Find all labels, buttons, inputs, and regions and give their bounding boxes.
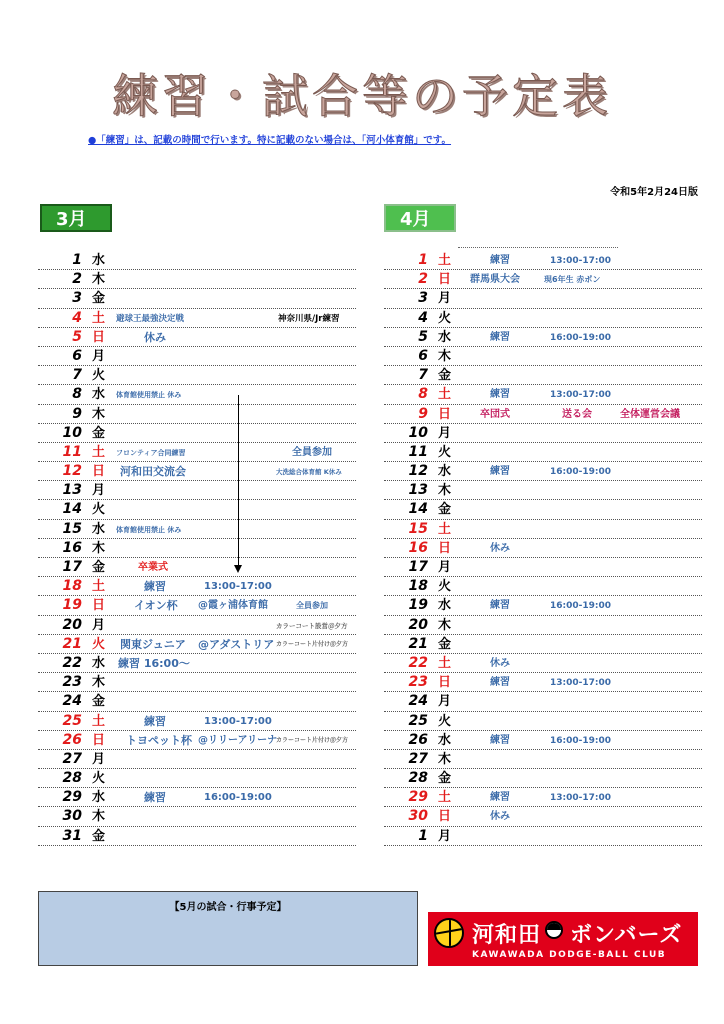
weekday: 金: [92, 828, 106, 844]
period-arrow-line: [238, 395, 239, 567]
event-text: 関東ジュニア: [120, 637, 186, 651]
weekday: 水: [438, 732, 452, 748]
day-number: 21: [62, 635, 82, 652]
day-row: [384, 712, 702, 731]
weekday: 金: [438, 368, 452, 384]
weekday: 水: [438, 329, 452, 345]
day-row: [38, 347, 356, 366]
may-schedule-box: [38, 891, 418, 966]
day-row: [38, 577, 356, 596]
weekday: 水: [438, 464, 452, 480]
event-text: 16:00-19:00: [550, 601, 612, 612]
day-row: [38, 635, 356, 654]
day-number: 30: [62, 808, 82, 825]
day-row: [38, 270, 356, 289]
day-number: 19: [408, 597, 428, 614]
event-text: 卒業式: [138, 562, 168, 573]
day-row: [38, 712, 356, 731]
weekday: 月: [92, 348, 106, 364]
month-badge-march: 3月: [40, 204, 112, 232]
weekday: 金: [438, 771, 452, 787]
day-number: 6: [418, 347, 428, 364]
day-row: [38, 385, 356, 404]
day-number: 7: [418, 367, 428, 384]
day-number: 24: [62, 693, 82, 710]
weekday: 土: [92, 310, 106, 326]
weekday: 火: [438, 579, 452, 595]
day-number: 22: [408, 654, 428, 671]
event-text: 13:00-17:00: [204, 715, 272, 727]
weekday: 月: [438, 828, 452, 844]
weekday: 金: [438, 502, 452, 518]
event-text: 避球王最強決定戦: [116, 313, 185, 324]
weekday: 土: [92, 713, 106, 729]
april-schedule: [384, 251, 702, 846]
day-row: [38, 424, 356, 443]
day-row: [384, 654, 702, 673]
day-number: 1: [418, 252, 428, 268]
day-number: 10: [408, 424, 428, 441]
weekday: 月: [438, 694, 452, 710]
day-row: [384, 251, 702, 270]
weekday: 日: [92, 329, 106, 345]
day-number: 23: [408, 674, 428, 691]
weekday: 木: [438, 348, 452, 364]
event-text: @リリーアリーナ: [198, 734, 278, 746]
day-number: 4: [72, 309, 82, 326]
weekday: 木: [438, 617, 452, 633]
event-text: 休み: [144, 330, 166, 344]
day-row: [384, 769, 702, 788]
day-row: [384, 616, 702, 635]
weekday: 日: [438, 675, 452, 691]
day-row: [384, 788, 702, 807]
day-number: 1: [418, 827, 428, 844]
day-number: 15: [62, 520, 82, 537]
event-text: 練習: [490, 792, 510, 804]
day-number: 29: [62, 789, 82, 806]
weekday: 水: [92, 253, 106, 268]
day-row: [384, 443, 702, 462]
event-text: 全員参加: [292, 446, 332, 458]
day-row: [384, 289, 702, 308]
day-row: [38, 500, 356, 519]
day-number: 5: [72, 328, 82, 345]
day-number: 6: [72, 347, 82, 364]
day-row: [38, 366, 356, 385]
day-number: 20: [62, 616, 82, 633]
weekday: 金: [438, 636, 452, 652]
weekday: 日: [438, 540, 452, 556]
day-row: [38, 539, 356, 558]
event-text: 16:00-19:00: [204, 792, 272, 804]
weekday: 土: [438, 387, 452, 403]
weekday: 日: [438, 272, 452, 288]
event-text: 練習: [490, 255, 510, 266]
weekday: 月: [92, 617, 106, 633]
day-row: [38, 481, 356, 500]
day-number: 1: [72, 252, 82, 268]
day-row: [38, 769, 356, 788]
weekday: 木: [438, 751, 452, 767]
event-text: 練習: [490, 600, 510, 612]
event-text: カラーコート設営＠夕方: [276, 621, 348, 630]
weekday: 金: [92, 694, 106, 710]
event-text: 現6年生 赤ポン: [544, 275, 601, 285]
weekday: 木: [92, 272, 106, 288]
day-number: 5: [418, 328, 428, 345]
weekday: 日: [92, 464, 106, 480]
day-number: 2: [418, 271, 428, 288]
day-number: 16: [408, 539, 428, 556]
weekday: 日: [438, 809, 452, 825]
day-number: 26: [408, 731, 428, 748]
weekday: 火: [92, 502, 106, 518]
day-row: [384, 520, 702, 539]
day-number: 28: [408, 770, 428, 787]
event-text: カラーコート片付け＠夕方: [276, 640, 349, 648]
weekday: 火: [92, 368, 106, 384]
event-text: 13:00-17:00: [204, 581, 272, 593]
event-text: 16:00-19:00: [550, 332, 612, 343]
day-number: 19: [62, 597, 82, 614]
month-badge-april: 4月: [384, 204, 456, 232]
day-row: [384, 500, 702, 519]
day-row: [384, 558, 702, 577]
weekday: 水: [92, 521, 106, 537]
weekday: 月: [92, 483, 106, 499]
day-number: 9: [418, 405, 428, 422]
day-row: [384, 481, 702, 500]
weekday: 土: [438, 521, 452, 537]
weekday: 月: [92, 751, 106, 767]
weekday: 月: [438, 560, 452, 575]
day-number: 18: [408, 578, 428, 595]
event-text: @アダストリア: [198, 637, 275, 651]
weekday: 土: [92, 444, 106, 460]
event-text: 13:00-17:00: [550, 256, 612, 266]
day-number: 30: [408, 808, 428, 825]
day-row: [38, 654, 356, 673]
logo-name-part1: 河和田: [472, 923, 542, 948]
weekday: 木: [92, 406, 106, 422]
event-text: 練習: [144, 714, 166, 728]
event-text: 13:00-17:00: [550, 390, 612, 401]
weekday: 火: [438, 310, 452, 326]
day-row: [38, 443, 356, 462]
event-text: カラーコート片付け＠夕方: [276, 736, 349, 744]
day-row: [384, 366, 702, 385]
weekday: 水: [92, 790, 106, 806]
weekday: 土: [92, 579, 106, 595]
day-number: 3: [72, 290, 82, 307]
event-text: 送る会: [562, 408, 592, 420]
day-row: [38, 788, 356, 807]
event-text: 16:00-19:00: [550, 467, 612, 478]
event-text: 練習: [490, 331, 510, 343]
event-text: トヨペット杯: [126, 733, 192, 747]
march-schedule: [38, 251, 356, 846]
ball-icon: [545, 921, 563, 939]
day-row: [38, 405, 356, 424]
day-number: 12: [408, 463, 428, 480]
event-text: 卒団式: [480, 408, 510, 420]
day-number: 22: [62, 654, 82, 671]
day-number: 23: [62, 674, 82, 691]
day-row: [38, 328, 356, 347]
day-number: 10: [62, 424, 82, 441]
weekday: 土: [438, 253, 452, 268]
weekday: 土: [438, 790, 452, 806]
day-row: [38, 309, 356, 328]
day-row: [384, 424, 702, 443]
event-text: 体育館使用禁止 休み: [116, 525, 182, 534]
day-number: 12: [62, 463, 82, 480]
day-row: [38, 520, 356, 539]
event-text: 大洗総合体育館 K休み: [276, 468, 342, 477]
weekday: 水: [438, 598, 452, 614]
event-text: フロンティア合同練習: [116, 448, 186, 457]
event-text: 13:00-17:00: [550, 793, 612, 804]
weekday: 金: [92, 560, 106, 575]
day-number: 14: [408, 501, 428, 518]
day-row: [384, 692, 702, 711]
day-row: [38, 616, 356, 635]
day-row: [384, 577, 702, 596]
divider: [458, 247, 618, 248]
event-text: イオン杯: [134, 599, 178, 613]
weekday: 火: [92, 771, 106, 787]
event-text: 休み: [490, 542, 510, 554]
day-number: 16: [62, 539, 82, 556]
day-number: 31: [62, 827, 82, 844]
day-row: [384, 539, 702, 558]
day-row: [384, 596, 702, 615]
weekday: 水: [92, 655, 106, 671]
day-row: [38, 596, 356, 615]
day-row: [38, 827, 356, 846]
day-row: [384, 731, 702, 750]
weekday: 水: [92, 387, 106, 403]
day-number: 27: [62, 750, 82, 767]
day-number: 25: [62, 712, 82, 729]
day-number: 17: [408, 559, 428, 575]
day-row: [384, 309, 702, 328]
day-row: [38, 289, 356, 308]
day-number: 14: [62, 501, 82, 518]
club-logo: [428, 912, 698, 966]
event-text: 練習: [490, 466, 510, 478]
day-row: [384, 462, 702, 481]
day-number: 20: [408, 616, 428, 633]
weekday: 火: [438, 444, 452, 460]
day-row: [384, 673, 702, 692]
practice-note: ●「練習」は、記載の時間で行います。特に記載のない場合は、「河小体育館」です。: [88, 135, 452, 146]
day-row: [38, 807, 356, 826]
weekday: 木: [92, 675, 106, 691]
day-row: [38, 692, 356, 711]
event-text: 13:00-17:00: [550, 678, 612, 689]
day-row: [38, 673, 356, 692]
day-number: 11: [408, 443, 428, 460]
day-number: 4: [418, 309, 428, 326]
day-row: [384, 405, 702, 424]
event-text: 河和田交流会: [120, 465, 186, 479]
weekday: 金: [92, 291, 106, 307]
day-row: [38, 558, 356, 577]
version-date: 令和5年2月24日版: [610, 187, 698, 198]
weekday: 月: [438, 425, 452, 441]
event-text: 練習 16:00～: [118, 656, 190, 670]
day-number: 13: [62, 482, 82, 499]
logo-subtitle: KAWAWADA DODGE-BALL CLUB: [472, 950, 667, 960]
weekday: 金: [92, 425, 106, 441]
weekday: 火: [92, 636, 106, 652]
day-row: [38, 251, 356, 270]
day-number: 8: [418, 386, 428, 403]
day-number: 17: [62, 559, 82, 575]
day-row: [384, 635, 702, 654]
day-row: [384, 347, 702, 366]
may-schedule-title: 【5月の試合・行事予定】: [169, 902, 287, 913]
day-number: 24: [408, 693, 428, 710]
weekday: 木: [438, 483, 452, 499]
event-text: 練習: [490, 677, 510, 689]
event-text: 休み: [490, 657, 510, 669]
day-number: 3: [418, 290, 428, 307]
weekday: 火: [438, 713, 452, 729]
event-text: 全員参加: [296, 601, 328, 611]
weekday: 日: [92, 598, 106, 614]
day-row: [384, 270, 702, 289]
day-row: [384, 807, 702, 826]
day-number: 27: [408, 750, 428, 767]
event-text: 練習: [144, 791, 166, 805]
day-number: 2: [72, 271, 82, 288]
event-text: 練習: [490, 389, 510, 401]
day-row: [384, 385, 702, 404]
day-number: 28: [62, 770, 82, 787]
weekday: 月: [438, 291, 452, 307]
weekday: 日: [92, 732, 106, 748]
event-text: 休み: [490, 811, 510, 823]
day-row: [38, 731, 356, 750]
weekday: 木: [92, 809, 106, 825]
day-number: 8: [72, 386, 82, 403]
day-row: [384, 328, 702, 347]
event-text: 神奈川県/Jr練習: [278, 313, 340, 324]
day-row: [384, 827, 702, 846]
event-text: 群馬県大会: [470, 274, 520, 286]
weekday: 木: [92, 540, 106, 556]
weekday: 日: [438, 406, 452, 422]
day-number: 29: [408, 789, 428, 806]
day-number: 9: [72, 405, 82, 422]
page-title: 練習・試合等の予定表: [112, 69, 612, 123]
day-number: 7: [72, 367, 82, 384]
day-number: 18: [62, 578, 82, 595]
event-text: 16:00-19:00: [550, 735, 612, 746]
event-text: 練習: [144, 580, 166, 594]
day-row: [38, 462, 356, 481]
event-text: 練習: [490, 734, 510, 746]
day-number: 26: [62, 731, 82, 748]
event-text: 体育館使用禁止 休み: [116, 391, 182, 400]
logo-name-part2: ボンバーズ: [570, 923, 683, 948]
day-row: [384, 750, 702, 769]
event-text: 全体運営会議: [620, 408, 680, 420]
day-row: [38, 750, 356, 769]
day-number: 21: [408, 635, 428, 652]
arrow-down-icon: [234, 565, 242, 573]
weekday: 土: [438, 655, 452, 671]
event-text: @霞ヶ浦体育館: [198, 600, 268, 612]
dodgeball-icon: [434, 918, 464, 948]
day-number: 15: [408, 520, 428, 537]
day-number: 13: [408, 482, 428, 499]
day-number: 11: [62, 443, 82, 460]
day-number: 25: [408, 712, 428, 729]
